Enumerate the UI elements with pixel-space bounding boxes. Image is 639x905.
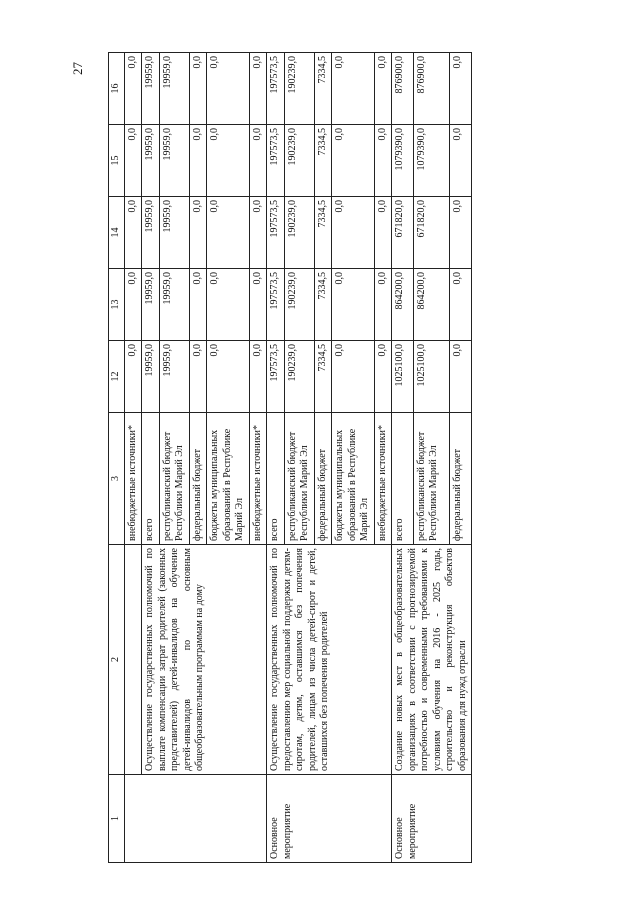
value-cell: 190239,0: [284, 125, 314, 197]
value-cell: 190239,0: [284, 197, 314, 269]
value-cell: 7334,5: [314, 269, 332, 341]
value-cell: 0,0: [249, 197, 267, 269]
value-cell: 7334,5: [314, 197, 332, 269]
rotated-page-content: [108, 53, 528, 863]
source-cell: внебюджетные источники*: [249, 413, 267, 545]
value-cell: 197573,5: [267, 125, 285, 197]
source-cell: всего: [267, 413, 285, 545]
column-header: 14: [109, 197, 125, 269]
value-cell: 19959,0: [159, 269, 189, 341]
description-cell: [124, 545, 142, 775]
value-cell: 197573,5: [267, 341, 285, 413]
source-cell: республиканский бюджет Республики Марий Эл: [413, 413, 450, 545]
value-cell: 0,0: [332, 269, 375, 341]
table-row: [124, 53, 142, 863]
value-cell: 190239,0: [284, 53, 314, 125]
value-cell: 0,0: [189, 197, 207, 269]
value-cell: 0,0: [249, 53, 267, 125]
value-cell: 0,0: [450, 269, 472, 341]
page-number: 27: [70, 62, 85, 75]
value-cell: 7334,5: [314, 341, 332, 413]
value-cell: 0,0: [124, 53, 142, 125]
value-cell: 0,0: [450, 53, 472, 125]
value-cell: 1079390,0: [413, 125, 450, 197]
value-cell: 0,0: [249, 125, 267, 197]
category-cell: Основное мероприятие: [267, 775, 392, 863]
value-cell: 190239,0: [284, 341, 314, 413]
value-cell: 0,0: [189, 125, 207, 197]
value-cell: 19959,0: [159, 197, 189, 269]
value-cell: 19959,0: [159, 341, 189, 413]
column-header: 13: [109, 269, 125, 341]
value-cell: 0,0: [189, 341, 207, 413]
value-cell: 0,0: [124, 269, 142, 341]
category-cell: [124, 775, 142, 863]
value-cell: 1025100,0: [392, 341, 414, 413]
value-cell: 0,0: [249, 269, 267, 341]
category-cell: Основное мероприятие: [392, 775, 472, 863]
value-cell: 671820,0: [413, 197, 450, 269]
value-cell: 7334,5: [314, 125, 332, 197]
value-cell: 0,0: [374, 125, 392, 197]
column-header: 3: [109, 413, 125, 545]
value-cell: 19959,0: [142, 269, 160, 341]
value-cell: 0,0: [207, 197, 250, 269]
value-cell: 0,0: [450, 125, 472, 197]
value-cell: 19959,0: [142, 341, 160, 413]
source-cell: всего: [392, 413, 414, 545]
value-cell: 7334,5: [314, 53, 332, 125]
value-cell: 197573,5: [267, 197, 285, 269]
value-cell: 0,0: [249, 341, 267, 413]
value-cell: 0,0: [207, 341, 250, 413]
table-row: [392, 53, 414, 863]
column-header: 12: [109, 341, 125, 413]
column-header: 15: [109, 125, 125, 197]
value-cell: 864200,0: [392, 269, 414, 341]
source-cell: федеральный бюджет: [189, 413, 207, 545]
value-cell: 19959,0: [142, 197, 160, 269]
value-cell: 0,0: [332, 341, 375, 413]
source-cell: республиканский бюджет Республики Марий Эл: [284, 413, 314, 545]
table-row: [267, 53, 285, 863]
source-cell: бюджеты муниципальных образований в Республике Марий Эл: [332, 413, 375, 545]
source-cell: бюджеты муниципальных образований в Республике Марий Эл: [207, 413, 250, 545]
value-cell: 671820,0: [392, 197, 414, 269]
source-cell: федеральный бюджет: [314, 413, 332, 545]
value-cell: 0,0: [207, 53, 250, 125]
value-cell: 0,0: [332, 125, 375, 197]
value-cell: 190239,0: [284, 269, 314, 341]
value-cell: 197573,5: [267, 269, 285, 341]
value-cell: 0,0: [124, 125, 142, 197]
source-cell: внебюджетные источники*: [124, 413, 142, 545]
value-cell: 876900,0: [413, 53, 450, 125]
value-cell: 0,0: [124, 341, 142, 413]
value-cell: 0,0: [374, 197, 392, 269]
value-cell: 0,0: [189, 269, 207, 341]
source-cell: федеральный бюджет: [450, 413, 472, 545]
value-cell: 0,0: [450, 341, 472, 413]
value-cell: 876900,0: [392, 53, 414, 125]
column-header: 1: [109, 775, 125, 863]
value-cell: 0,0: [332, 53, 375, 125]
category-cell: [142, 775, 267, 863]
source-cell: республиканский бюджет Республики Марий Эл: [159, 413, 189, 545]
value-cell: 197573,5: [267, 53, 285, 125]
value-cell: 0,0: [332, 197, 375, 269]
value-cell: 0,0: [374, 53, 392, 125]
value-cell: 0,0: [374, 269, 392, 341]
description-cell: Осуществление государственных полномочий по предоставлению мер социальной поддержки детям-сиротам, детям, оставшимся без попечения родителей, лицам из числа детей-сирот и детей, оставшихся без попечения родителей: [267, 545, 392, 775]
description-cell: Создание новых мест в общеобразовательных организациях в соответствии с прогнозируемой потребностью и современными требованиями к условиям обучения на 2016 - 2025 годы, строительство и реконструкция объектов образования для нужд отрасли: [392, 545, 472, 775]
value-cell: 0,0: [207, 269, 250, 341]
column-header: 2: [109, 545, 125, 775]
source-cell: внебюджетные источники*: [374, 413, 392, 545]
value-cell: 864200,0: [413, 269, 450, 341]
description-cell: Осуществление государственных полномочий по выплате компенсации затрат родителей (законных представителей) детей-инвалидов на обучение детей-инвалидов по основным общеобразовательным программам на дому: [142, 545, 267, 775]
value-cell: 0,0: [207, 125, 250, 197]
value-cell: 1025100,0: [413, 341, 450, 413]
value-cell: 0,0: [124, 197, 142, 269]
header-row: [109, 53, 125, 863]
budget-table: [108, 52, 472, 863]
value-cell: 0,0: [374, 341, 392, 413]
value-cell: 19959,0: [159, 53, 189, 125]
value-cell: 19959,0: [142, 125, 160, 197]
source-cell: всего: [142, 413, 160, 545]
column-header: 16: [109, 53, 125, 125]
table-row: [142, 53, 160, 863]
value-cell: 19959,0: [159, 125, 189, 197]
value-cell: 19959,0: [142, 53, 160, 125]
value-cell: 0,0: [450, 197, 472, 269]
value-cell: 1079390,0: [392, 125, 414, 197]
value-cell: 0,0: [189, 53, 207, 125]
